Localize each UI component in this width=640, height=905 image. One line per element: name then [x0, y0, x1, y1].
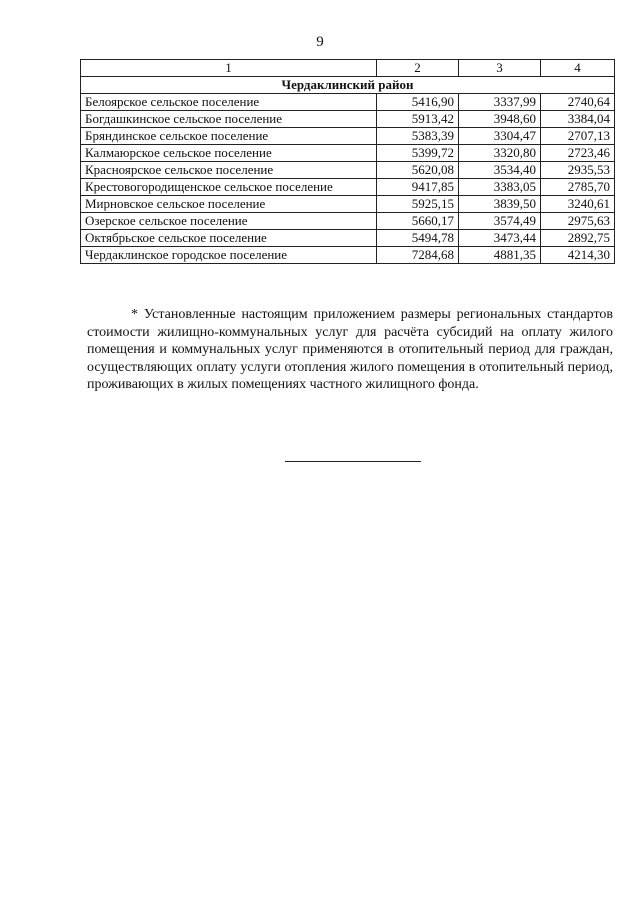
value-col-4: 2785,70	[541, 179, 615, 196]
table-row	[81, 247, 615, 264]
settlement-name: Крестовогородищенское сельское поселение	[81, 179, 377, 196]
value-col-4: 4214,30	[541, 247, 615, 264]
settlement-name: Октябрьское сельское поселение	[81, 230, 377, 247]
value-col-3: 3473,44	[459, 230, 541, 247]
value-col-3: 3574,49	[459, 213, 541, 230]
table-row	[81, 179, 615, 196]
value-col-2: 5416,90	[377, 94, 459, 111]
value-col-4: 2740,64	[541, 94, 615, 111]
value-col-2: 5925,15	[377, 196, 459, 213]
value-col-2: 5399,72	[377, 145, 459, 162]
value-col-3: 3337,99	[459, 94, 541, 111]
value-col-2: 9417,85	[377, 179, 459, 196]
divider-line	[285, 461, 421, 462]
settlement-name: Белоярское сельское поселение	[81, 94, 377, 111]
value-col-3: 3304,47	[459, 128, 541, 145]
value-col-3: 3383,05	[459, 179, 541, 196]
settlement-name: Красноярское сельское поселение	[81, 162, 377, 179]
table-row	[81, 128, 615, 145]
settlement-name: Бряндинское сельское поселение	[81, 128, 377, 145]
value-col-4: 3384,04	[541, 111, 615, 128]
settlement-name: Богдашкинское сельское поселение	[81, 111, 377, 128]
value-col-2: 5660,17	[377, 213, 459, 230]
table-row	[81, 230, 615, 247]
table-row	[81, 162, 615, 179]
settlements-table	[80, 59, 615, 264]
value-col-3: 3320,80	[459, 145, 541, 162]
value-col-3: 3948,60	[459, 111, 541, 128]
value-col-4: 2975,63	[541, 213, 615, 230]
footnote: * Установленные настоящим приложением размеры региональных стандартов стоимости жилищно-коммунальных услуг для расчёта субсидий на оплату жилого помещения и коммунальных услуг применяются в отопительный период для граждан, осуществляющих оплату услуги отопления жилого помещения в отопительный период, проживающих в жилых помещениях частного жилищного фонда.	[87, 307, 613, 393]
settlement-name: Чердаклинское городское поселение	[81, 247, 377, 264]
value-col-4: 3240,61	[541, 196, 615, 213]
value-col-2: 7284,68	[377, 247, 459, 264]
value-col-4: 2935,53	[541, 162, 615, 179]
table-row	[81, 111, 615, 128]
district-row	[81, 77, 615, 94]
settlement-name: Мирновское сельское поселение	[81, 196, 377, 213]
district-name: Чердаклинский район	[81, 77, 615, 94]
column-header-1: 1	[81, 60, 377, 77]
page-number: 9	[316, 34, 324, 50]
table-row	[81, 196, 615, 213]
settlement-name: Озерское сельское поселение	[81, 213, 377, 230]
value-col-3: 3839,50	[459, 196, 541, 213]
value-col-2: 5620,08	[377, 162, 459, 179]
value-col-3: 3534,40	[459, 162, 541, 179]
value-col-2: 5913,42	[377, 111, 459, 128]
column-header-3: 3	[459, 60, 541, 77]
value-col-3: 4881,35	[459, 247, 541, 264]
value-col-2: 5494,78	[377, 230, 459, 247]
table-header-row	[81, 60, 615, 77]
settlement-name: Калмаюрское сельское поселение	[81, 145, 377, 162]
table-row	[81, 145, 615, 162]
column-header-4: 4	[541, 60, 615, 77]
table-row	[81, 213, 615, 230]
value-col-4: 2707,13	[541, 128, 615, 145]
value-col-4: 2723,46	[541, 145, 615, 162]
table-row	[81, 94, 615, 111]
value-col-2: 5383,39	[377, 128, 459, 145]
value-col-4: 2892,75	[541, 230, 615, 247]
column-header-2: 2	[377, 60, 459, 77]
